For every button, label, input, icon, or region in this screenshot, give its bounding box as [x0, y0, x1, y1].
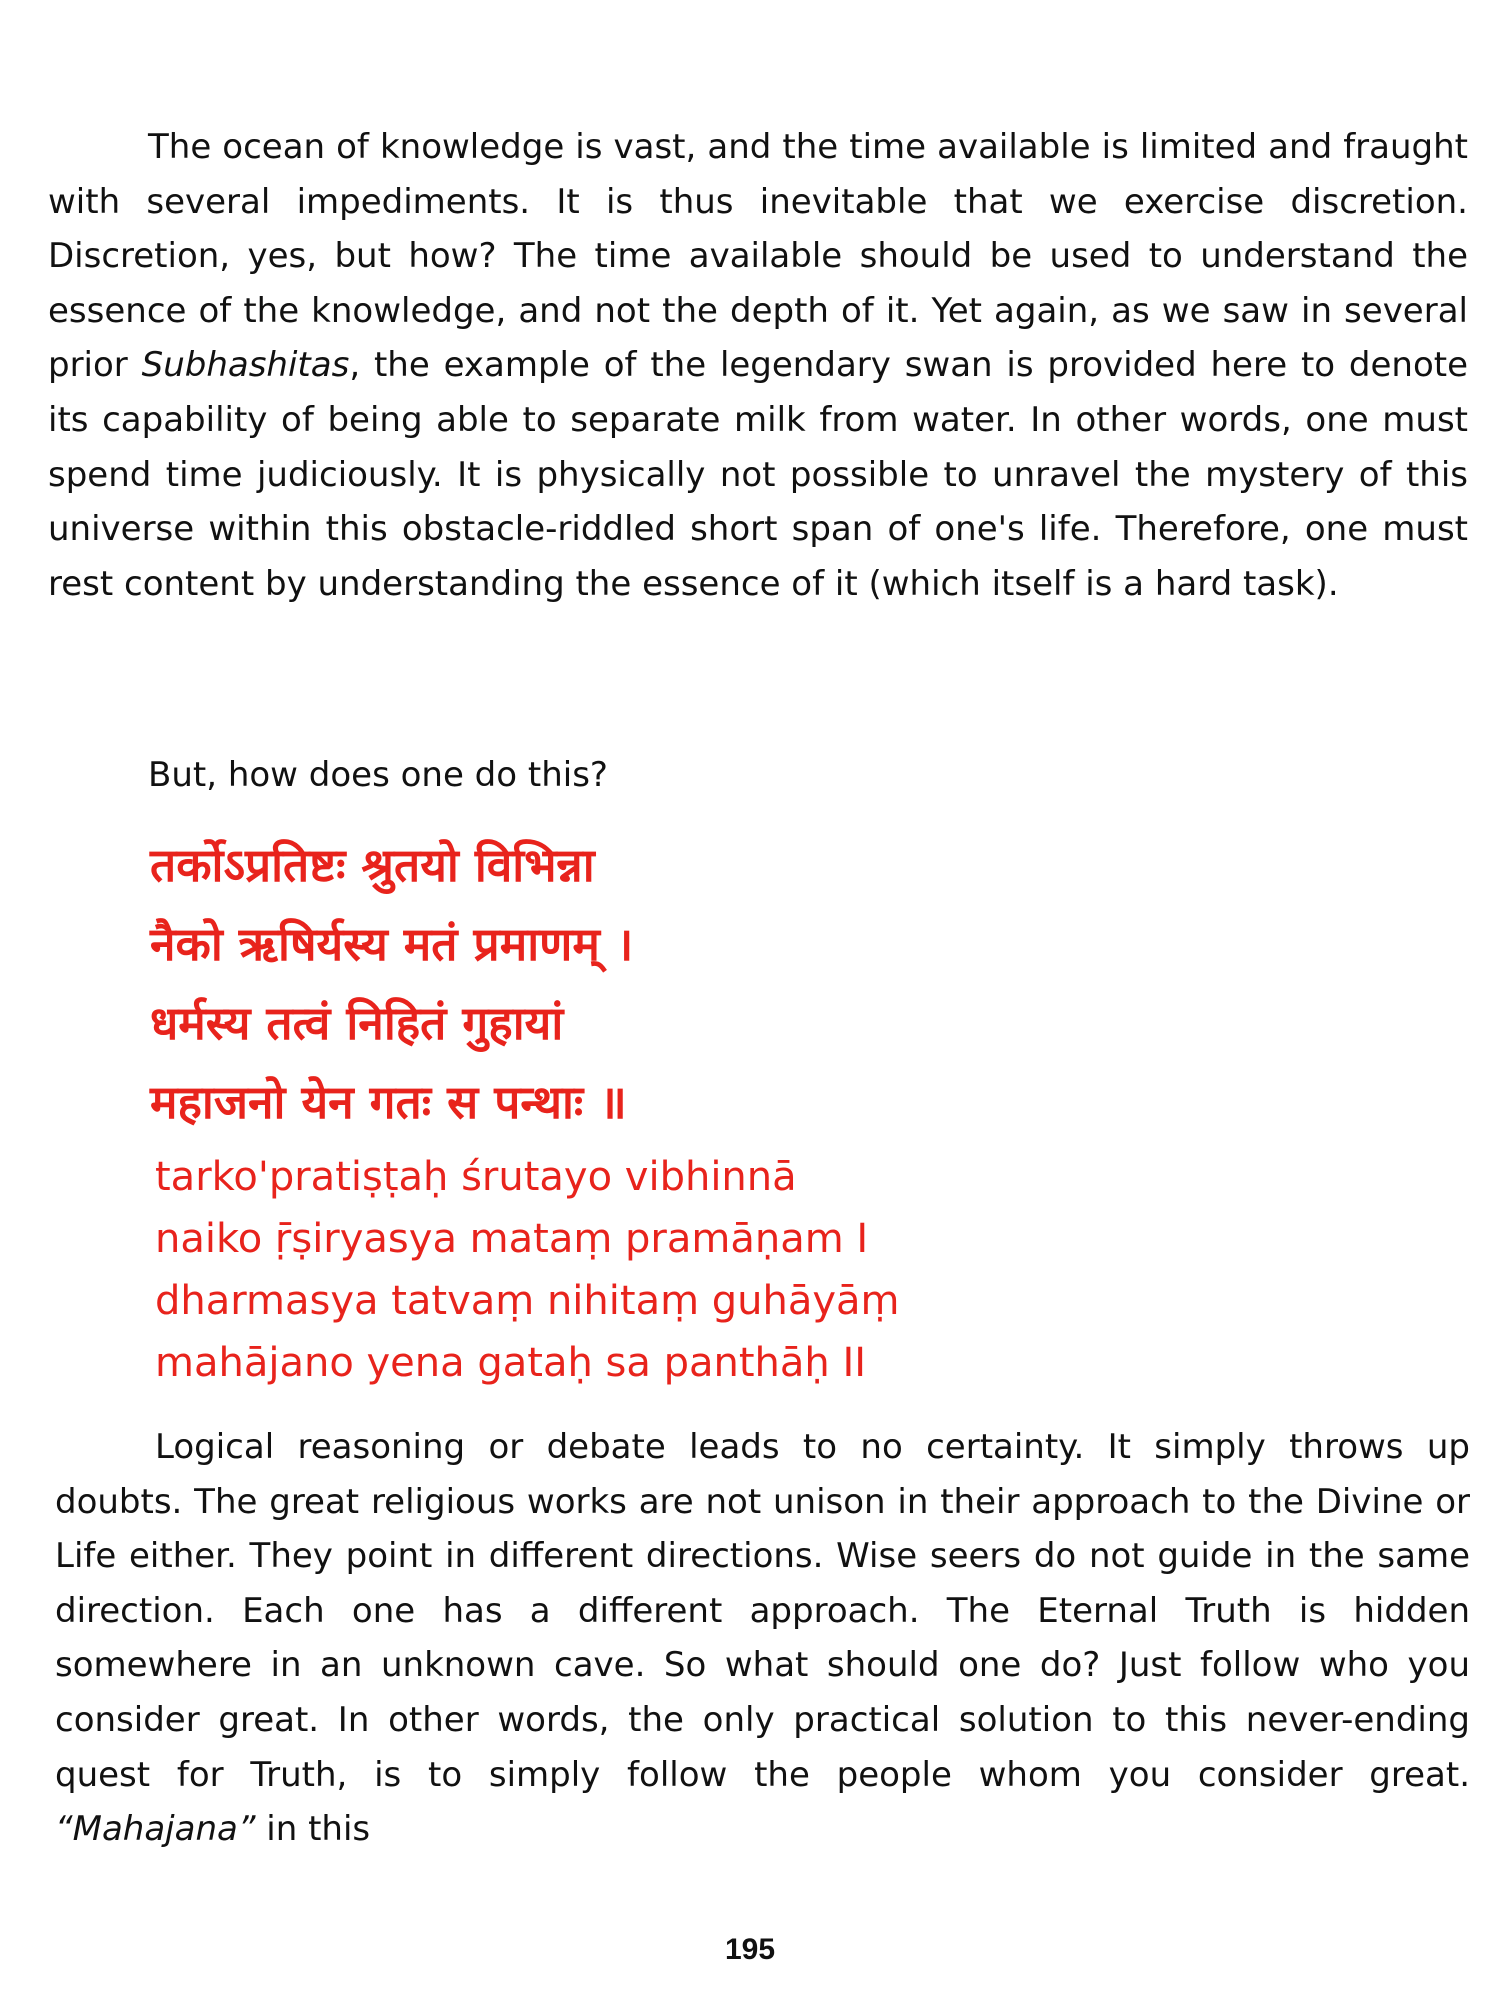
paragraph-3-italic-term: “Mahajana”: [55, 1809, 256, 1850]
paragraph-1-italic-term: Subhashitas: [141, 345, 350, 386]
paragraph-3-text-end: in this: [255, 1809, 371, 1850]
page-number: 195: [724, 1933, 776, 1966]
verse-devanagari-line: नैको ऋषिर्यस्य मतं प्रमाणम् ।: [150, 917, 634, 971]
verse-transliteration: [155, 1146, 900, 1394]
verse-transliteration-line: tarko'pratiṣṭaḥ śrutayo vibhinnā: [155, 1154, 797, 1200]
verse-devanagari-line: महाजनो येन गतः स पन्थाः ॥: [150, 1075, 627, 1129]
verse-transliteration-line: dharmasya tatvaṃ nihitaṃ guhāyāṃ: [155, 1278, 900, 1324]
body-paragraph-3: [55, 1420, 1470, 1857]
paragraph-1-text-end: , the example of the legendary swan is provided here to denote its capability of being able to separate milk from water. In other words, one must spend time judiciously. It is physically not possible to unravel the mystery of this universe within this obstacle-riddled short span of one's life. Therefore, one must rest content by understanding the essence of it (which itself is a hard task).: [48, 345, 1468, 604]
verse-transliteration-line: mahājano yena gataḥ sa panthāḥ II: [155, 1340, 867, 1386]
verse-transliteration-line: naiko ṝṣiryasya mataṃ pramāṇam I: [155, 1216, 869, 1262]
verse-devanagari-line: तर्कोऽप्रतिष्टः श्रुतयो विभिन्ना: [150, 838, 595, 892]
paragraph-3-text: Logical reasoning or debate leads to no certainty. It simply throws up doubts. The great religious works are not unison in their approach to the Divine or Life either. They point in different directions. Wise seers do not guide in the same direction. Each one has a different approach. The Eternal Truth is hidden somewhere in an unknown cave. So what should one do? Just follow who you consider great. In other words, the only practical solution to this never-ending quest for Truth, is to simply follow the people whom you consider great.: [55, 1427, 1470, 1795]
verse-devanagari-line: धर्मस्य तत्वं निहितं गुहायां: [150, 996, 564, 1050]
body-paragraph-1: [48, 120, 1468, 611]
body-paragraph-2: But, how does one do this?: [148, 755, 608, 795]
verse-devanagari: [150, 826, 633, 1142]
paragraph-1-text: The ocean of knowledge is vast, and the time available is limited and fraught with several impediments. It is thus inevitable that we exercise discretion. Discretion, yes, but how? The time available should be used to understand the essence of the knowledge, and not the depth of it. Yet again, as we saw in several prior: [48, 127, 1468, 386]
